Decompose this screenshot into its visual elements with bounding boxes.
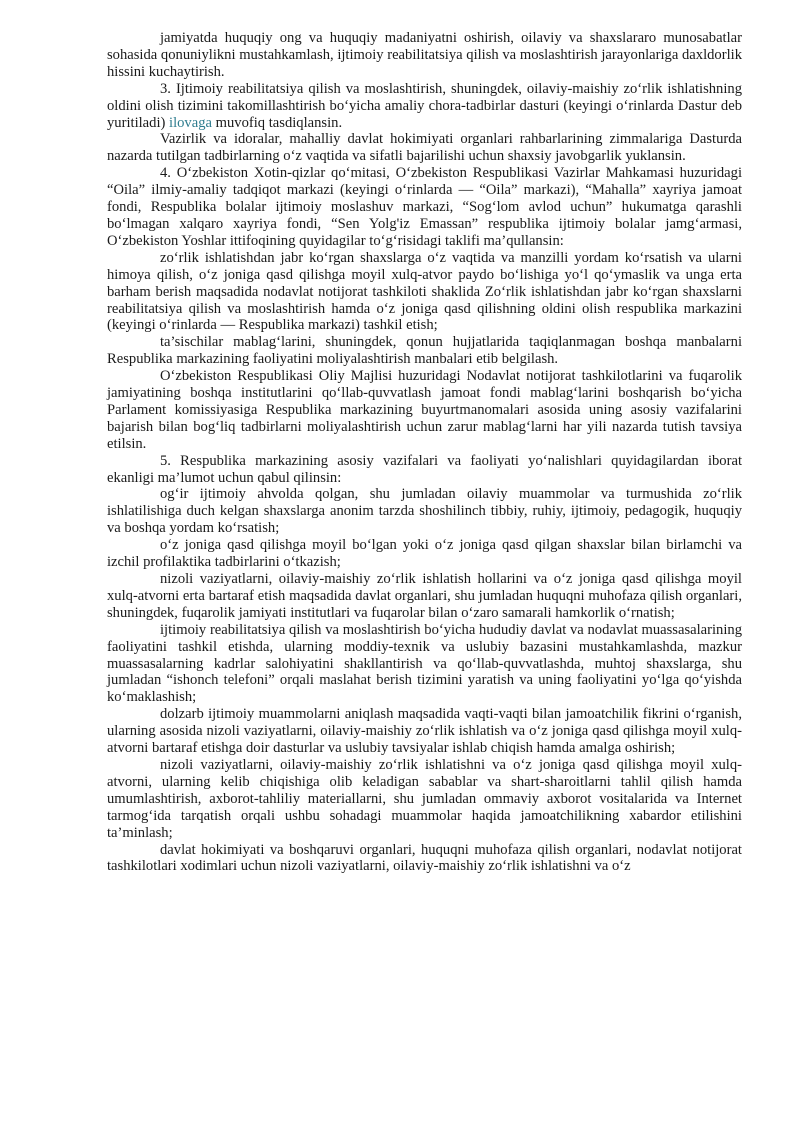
paragraph-responsibility: Vazirlik va idoralar, mahalliy davlat hokimiyati organlari rahbarlarining zimmalariga Dasturda nazarda tutilgan tadbirlarning o‘z vaqtida va sifatli bajarilishi uchun shaxsiy javobgarlik yuklansin. xyxy=(107,131,742,165)
paragraph-task-analysis: nizoli vaziyatlarni, oilaviy-maishiy zo‘rlik ishlatishni va o‘z joniga qasd qilishga moyil xulq-atvorni, ularning kelib chiqishiga olib keladigan sabablar va shart-sharoitlarni tahlil qilish hamda umumlashtirish, axborot-tahliliy materiallarni, shu jumladan ommaviy axborot vositalarida va Internet tarmog‘ida tarqatish orqali ushbu sohadagi muammolar haqida jamoatchilikning xabardor etilishini ta’minlash; xyxy=(107,756,742,841)
paragraph-intro-continuation: jamiyatda huquqiy ong va huquqiy madaniyatni oshirish, oilaviy va shaxslararo munosabatlar sohasida qonuniylikni mustahkamlash, ijtimoiy reabilitatsiya qilish va moslashtirish jarayonlariga daxldorlik hissini kuchaytirish. xyxy=(107,30,742,80)
paragraph-item-3 xyxy=(107,81,742,132)
paragraph-task-emergency-help: og‘ir ijtimoiy ahvolda qolgan, shu jumladan oilaviy muammolar va turmushida zo‘rlik ishlatilishiga duch kelgan shaxslarga anonim tarzda shoshilinch tibbiy, ruhiy, ijtimoiy, pedagogik, huquqiy va boshqa yordam ko‘rsatish; xyxy=(107,486,742,537)
paragraph-item-5: 5. Respublika markazining asosiy vazifalari va faoliyati yo‘nalishlari quyidagilardan iborat ekanligi ma’lumot uchun qabul qilinsin: xyxy=(107,452,742,486)
ilovaga-link[interactable]: ilovaga xyxy=(169,114,212,131)
paragraph-item-4: 4. O‘zbekiston Xotin-qizlar qo‘mitasi, O‘zbekiston Respublikasi Vazirlar Mahkamasi huzuridagi “Oila” ilmiy-amaliy tadqiqot markazi (keyingi o‘rinlarda — “Oila” markazi), “Mahalla” xayriya jamoat fondi, Respublika bolalar ijtimoiy moslashuv markazi, “Sog‘lom avlod uchun” hukumatga qarashli bo‘lmagan xalqaro xayriya fondi, “Sen Yolg'iz Emassan” respublika ijtimoiy bolalar jamg‘armasi, O‘zbekiston Yoshlar ittifoqining quyidagilar to‘g‘risidagi taklifi ma’qullansin: xyxy=(107,165,742,249)
document-page xyxy=(107,30,742,875)
paragraph-task-public-opinion: dolzarb ijtimoiy muammolarni aniqlash maqsadida vaqti-vaqti bilan jamoatchilik fikrini o‘rganish, ularning asosida nizoli vaziyatlarni, oilaviy-maishiy zo‘rlik ishlatish va o‘z joniga qasd qilishga moyil xulq-atvorni bartaraf etishga doir dasturlar va uslubiy tavsiyalar ishlab chiqish hamda amalga oshirish; xyxy=(107,706,742,757)
paragraph-item-3-text: 3. Ijtimoiy reabilitatsiya qilish va moslashtirish, shuningdek, oilaviy-maishiy zo‘rlik ishlatishning oldini olish tizimini takomillashtirish bo‘yicha amaliy chora-tadbirlar dasturi (keyingi o‘rinlarda Dastur deb yuritiladi) xyxy=(107,80,742,131)
paragraph-item-3-tail: muvofiq tasdiqlansin. xyxy=(211,114,343,131)
paragraph-task-prevention: o‘z joniga qasd qilishga moyil bo‘lgan yoki o‘z joniga qasd qilgan shaxslar bilan birlamchi va izchil profilaktika tadbirlarini o‘tkazish; xyxy=(107,537,742,571)
paragraph-task-regional-support: ijtimoiy reabilitatsiya qilish va moslashtirish bo‘yicha hududiy davlat va nodavlat muassasalarining faoliyatini tashkil etishda, ularning moddiy-texnik va uslubiy bazasini mustahkamlashda, mazkur muassasalarning kadrlar salohiyatini shakllantirish va qo‘llab-quvvatlashda, muhtoj shaxslarga, shu jumladan “ishonch telefoni” orqali maslahat berish tizimini yaratish va uning faoliyatini yo‘lga qo‘yishda ko‘maklashish; xyxy=(107,621,742,706)
paragraph-parliament-commission: O‘zbekiston Respublikasi Oliy Majlisi huzuridagi Nodavlat notijorat tashkilotlarini va fuqarolik jamiyatining boshqa institutlarini qo‘llab-quvvatlash jamoat fondi mablag‘larini boshqarish bo‘yicha Parlament komissiyasiga Respublika markazining buyurtmanomalari asosida uning asosiy vazifalarini bajarish bilan bog‘liq tadbirlarni moliyalashtirish uchun zarur mablag‘larni har yili nazarda tutish tavsiya etilsin. xyxy=(107,368,742,452)
paragraph-center-establishment: zo‘rlik ishlatishdan jabr ko‘rgan shaxslarga o‘z vaqtida va manzilli yordam ko‘rsatish va ularni himoya qilish, o‘z joniga qasd qilishga moyil xulq-atvor paydo bo‘lishiga yo‘l qo‘ymaslik va unga erta barham berish maqsadida nodavlat notijorat tashkiloti shaklida Zo‘rlik ishlatishdan jabr ko‘rgan shaxslarni reabilitatsiya qilish va moslashtirish hamda o‘z joniga qasd qilishning oldini olish respublika markazini (keyingi o‘rinlarda — Respublika markazi) tashkil etish; xyxy=(107,249,742,334)
paragraph-funding-sources: ta’sischilar mablag‘larini, shuningdek, qonun hujjatlarida taqiqlanmagan boshqa manbalarni Respublika markazining faoliyatini moliyalashtirish manbalari etib belgilash. xyxy=(107,334,742,368)
paragraph-task-cooperation: nizoli vaziyatlarni, oilaviy-maishiy zo‘rlik ishlatish hollarini va o‘z joniga qasd qilishga moyil xulq-atvorni erta bartaraf etish maqsadida davlat organlari, shu jumladan huquqni muhofaza qilish organlari, shuningdek, fuqarolik jamiyati institutlari va fuqarolar bilan o‘zaro samarali hamkorlik o‘rnatish; xyxy=(107,571,742,621)
paragraph-task-training: davlat hokimiyati va boshqaruvi organlari, huquqni muhofaza qilish organlari, nodavlat notijorat tashkilotlari xodimlari uchun nizoli vaziyatlarni, oilaviy-maishiy zo‘rlik ishlatishni va o‘z xyxy=(107,841,742,875)
